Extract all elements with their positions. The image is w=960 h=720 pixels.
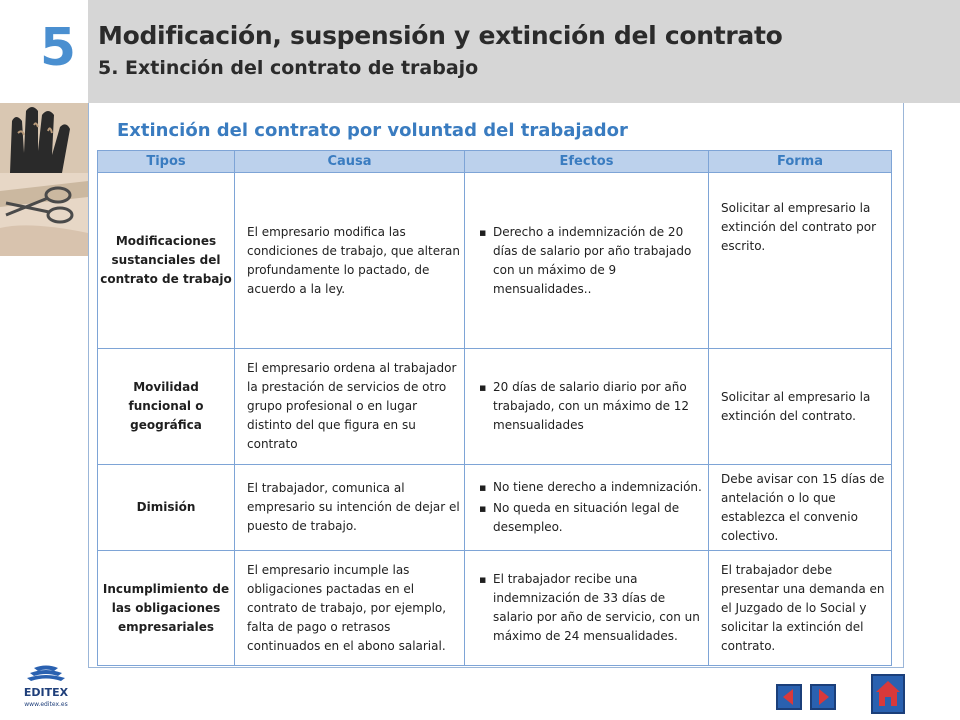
- extincion-table: [97, 150, 892, 666]
- column-header-efectos: Efectos: [465, 151, 709, 173]
- page-title: Modificación, suspensión y extinción del contrato: [98, 21, 783, 50]
- row-forma: Debe avisar con 15 días de antelación o lo que establezca el convenio colectivo.: [709, 465, 892, 551]
- row-efectos: [465, 465, 709, 551]
- row-causa: El empresario incumple las obligaciones pactadas en el contrato de trabajo, por ejemplo, falta de pago o retrasos continuados en el abono salarial.: [235, 551, 465, 666]
- row-efectos: [465, 173, 709, 349]
- row-efectos: [465, 551, 709, 666]
- hand-scissors-image: [0, 103, 88, 256]
- efecto-item: ▪ No tiene derecho a indemnización.: [479, 478, 702, 497]
- row-efectos: [465, 349, 709, 465]
- row-causa: El empresario modifica las condiciones de trabajo, que alteran profundamente lo pactado, de acuerdo a la ley.: [235, 173, 465, 349]
- previous-button[interactable]: [776, 684, 802, 710]
- row-tipo: Movilidad funcional o geográfica: [98, 349, 235, 465]
- row-causa: El empresario ordena al trabajador la prestación de servicios de otro grupo profesional o en lugar distinto del que figura en su contrato: [235, 349, 465, 465]
- next-arrow-icon: [812, 686, 834, 708]
- header-band: [88, 0, 960, 103]
- table-header-row: [98, 151, 892, 173]
- column-header-forma: Forma: [709, 151, 892, 173]
- efecto-item: ▪ El trabajador recibe una indemnización de 33 días de salario por año de servicio, con un máximo de 24 mensualidades.: [479, 570, 702, 646]
- page-subtitle: 5. Extinción del contrato de trabajo: [98, 57, 479, 79]
- row-causa: El trabajador, comunica al empresario su intención de dejar el puesto de trabajo.: [235, 465, 465, 551]
- row-forma: El trabajador debe presentar una demanda en el Juzgado de lo Social y solicitar la extinción del contrato.: [709, 551, 892, 666]
- row-forma: Solicitar al empresario la extinción del contrato.: [709, 349, 892, 465]
- table-row: [98, 173, 892, 349]
- row-tipo: Modificaciones sustanciales del contrato de trabajo: [98, 173, 235, 349]
- row-forma: Solicitar al empresario la extinción del contrato por escrito.: [709, 173, 892, 349]
- row-tipo: Incumplimiento de las obligaciones empresariales: [98, 551, 235, 666]
- home-icon: [873, 676, 903, 712]
- table-row: [98, 465, 892, 551]
- efecto-item: ▪ Derecho a indemnización de 20 días de salario por año trabajado con un máximo de 9 mensualidades..: [479, 223, 702, 299]
- previous-arrow-icon: [778, 686, 800, 708]
- column-header-tipos: Tipos: [98, 151, 235, 173]
- logo-url: www.editex.es: [24, 701, 68, 708]
- editex-logo: [16, 664, 76, 710]
- column-header-causa: Causa: [235, 151, 465, 173]
- table-row: [98, 551, 892, 666]
- row-tipo: Dimisión: [98, 465, 235, 551]
- next-button[interactable]: [810, 684, 836, 710]
- chapter-number: 5: [39, 18, 77, 78]
- table-row: [98, 349, 892, 465]
- efecto-item: ▪ 20 días de salario diario por año trabajado, con un máximo de 12 mensualidades: [479, 378, 702, 435]
- efecto-item: ▪ No queda en situación legal de desempleo.: [479, 499, 702, 537]
- section-title: Extinción del contrato por voluntad del trabajador: [117, 120, 628, 141]
- logo-text: EDITEX: [23, 686, 69, 699]
- home-button[interactable]: [871, 674, 905, 714]
